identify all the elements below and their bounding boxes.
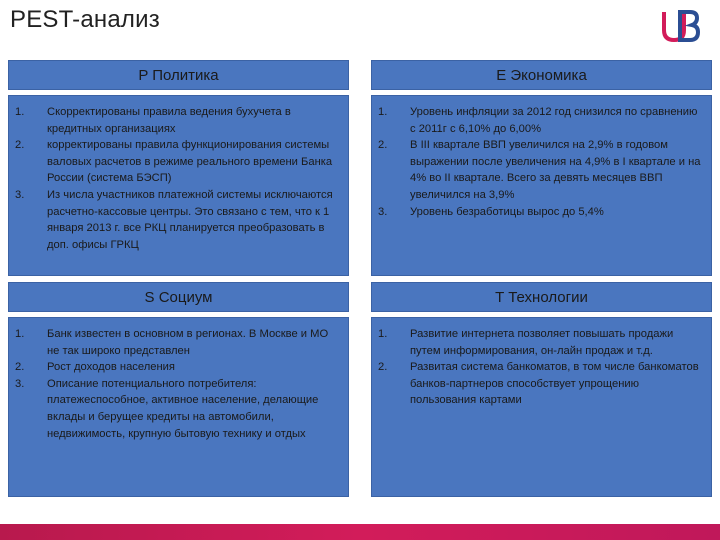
technology-header: T Технологии bbox=[371, 282, 712, 312]
list-item: 3. Описание потенциального потребителя: платежеспособное, активное население, делающие вклады и берущее кредиты на автомобили, недвижимость, крупную бытовую технику и отдых bbox=[15, 377, 319, 440]
ub-logo-icon bbox=[660, 8, 702, 44]
economy-header: E Экономика bbox=[371, 60, 712, 90]
list-item: 2. корректированы правила функционирования системы валовых расчетов в режиме реального времени Банка России (система БЭСП) bbox=[15, 139, 333, 185]
list-item: 2. В III квартале ВВП увеличился на 2,9% в годовом выражении после увеличения на 4,9% в I квартале и на 4% во II квартале. Всего за девять месяцев ВВП увеличился на 3,9% bbox=[378, 139, 701, 201]
list-item: 1. Банк известен в основном в регионах. В Москве и МО не так широко представлен bbox=[15, 328, 329, 357]
list-item: 1. Уровень инфляции за 2012 год снизился по сравнению с 2011г с 6,10% до 6,00% bbox=[378, 106, 698, 135]
page-title: PEST-анализ bbox=[10, 6, 160, 33]
technology-panel bbox=[371, 317, 712, 497]
society-header: S Социум bbox=[8, 282, 349, 312]
politics-panel bbox=[8, 95, 349, 276]
politics-list bbox=[15, 104, 338, 253]
society-panel bbox=[8, 317, 349, 497]
economy-panel bbox=[371, 95, 712, 276]
economy-list bbox=[378, 104, 701, 220]
list-item: 3. Уровень безработицы вырос до 5,4% bbox=[378, 205, 604, 218]
list-item: 1. Скорректированы правила ведения бухучета в кредитных организациях bbox=[15, 106, 291, 135]
politics-header: P Политика bbox=[8, 60, 349, 90]
list-item: 2. Развитая система банкоматов, в том числе банкоматов банков-партнеров способствует упрощению пользования картами bbox=[378, 361, 699, 407]
list-item: 3. Из числа участников платежной системы исключаются расчетно-кассовые центры. Это связано с тем, что к 1 января 2013 г. все РКЦ планируется преобразовать в доп. офисы ГРКЦ bbox=[15, 188, 333, 251]
list-item: 1. Развитие интернета позволяет повышать продажи путем информирования, он-лайн продаж и т.д. bbox=[378, 328, 674, 357]
bottom-accent-bar bbox=[0, 524, 720, 540]
list-item: 2. Рост доходов населения bbox=[15, 361, 175, 374]
technology-list bbox=[378, 326, 701, 409]
society-list bbox=[15, 326, 338, 442]
